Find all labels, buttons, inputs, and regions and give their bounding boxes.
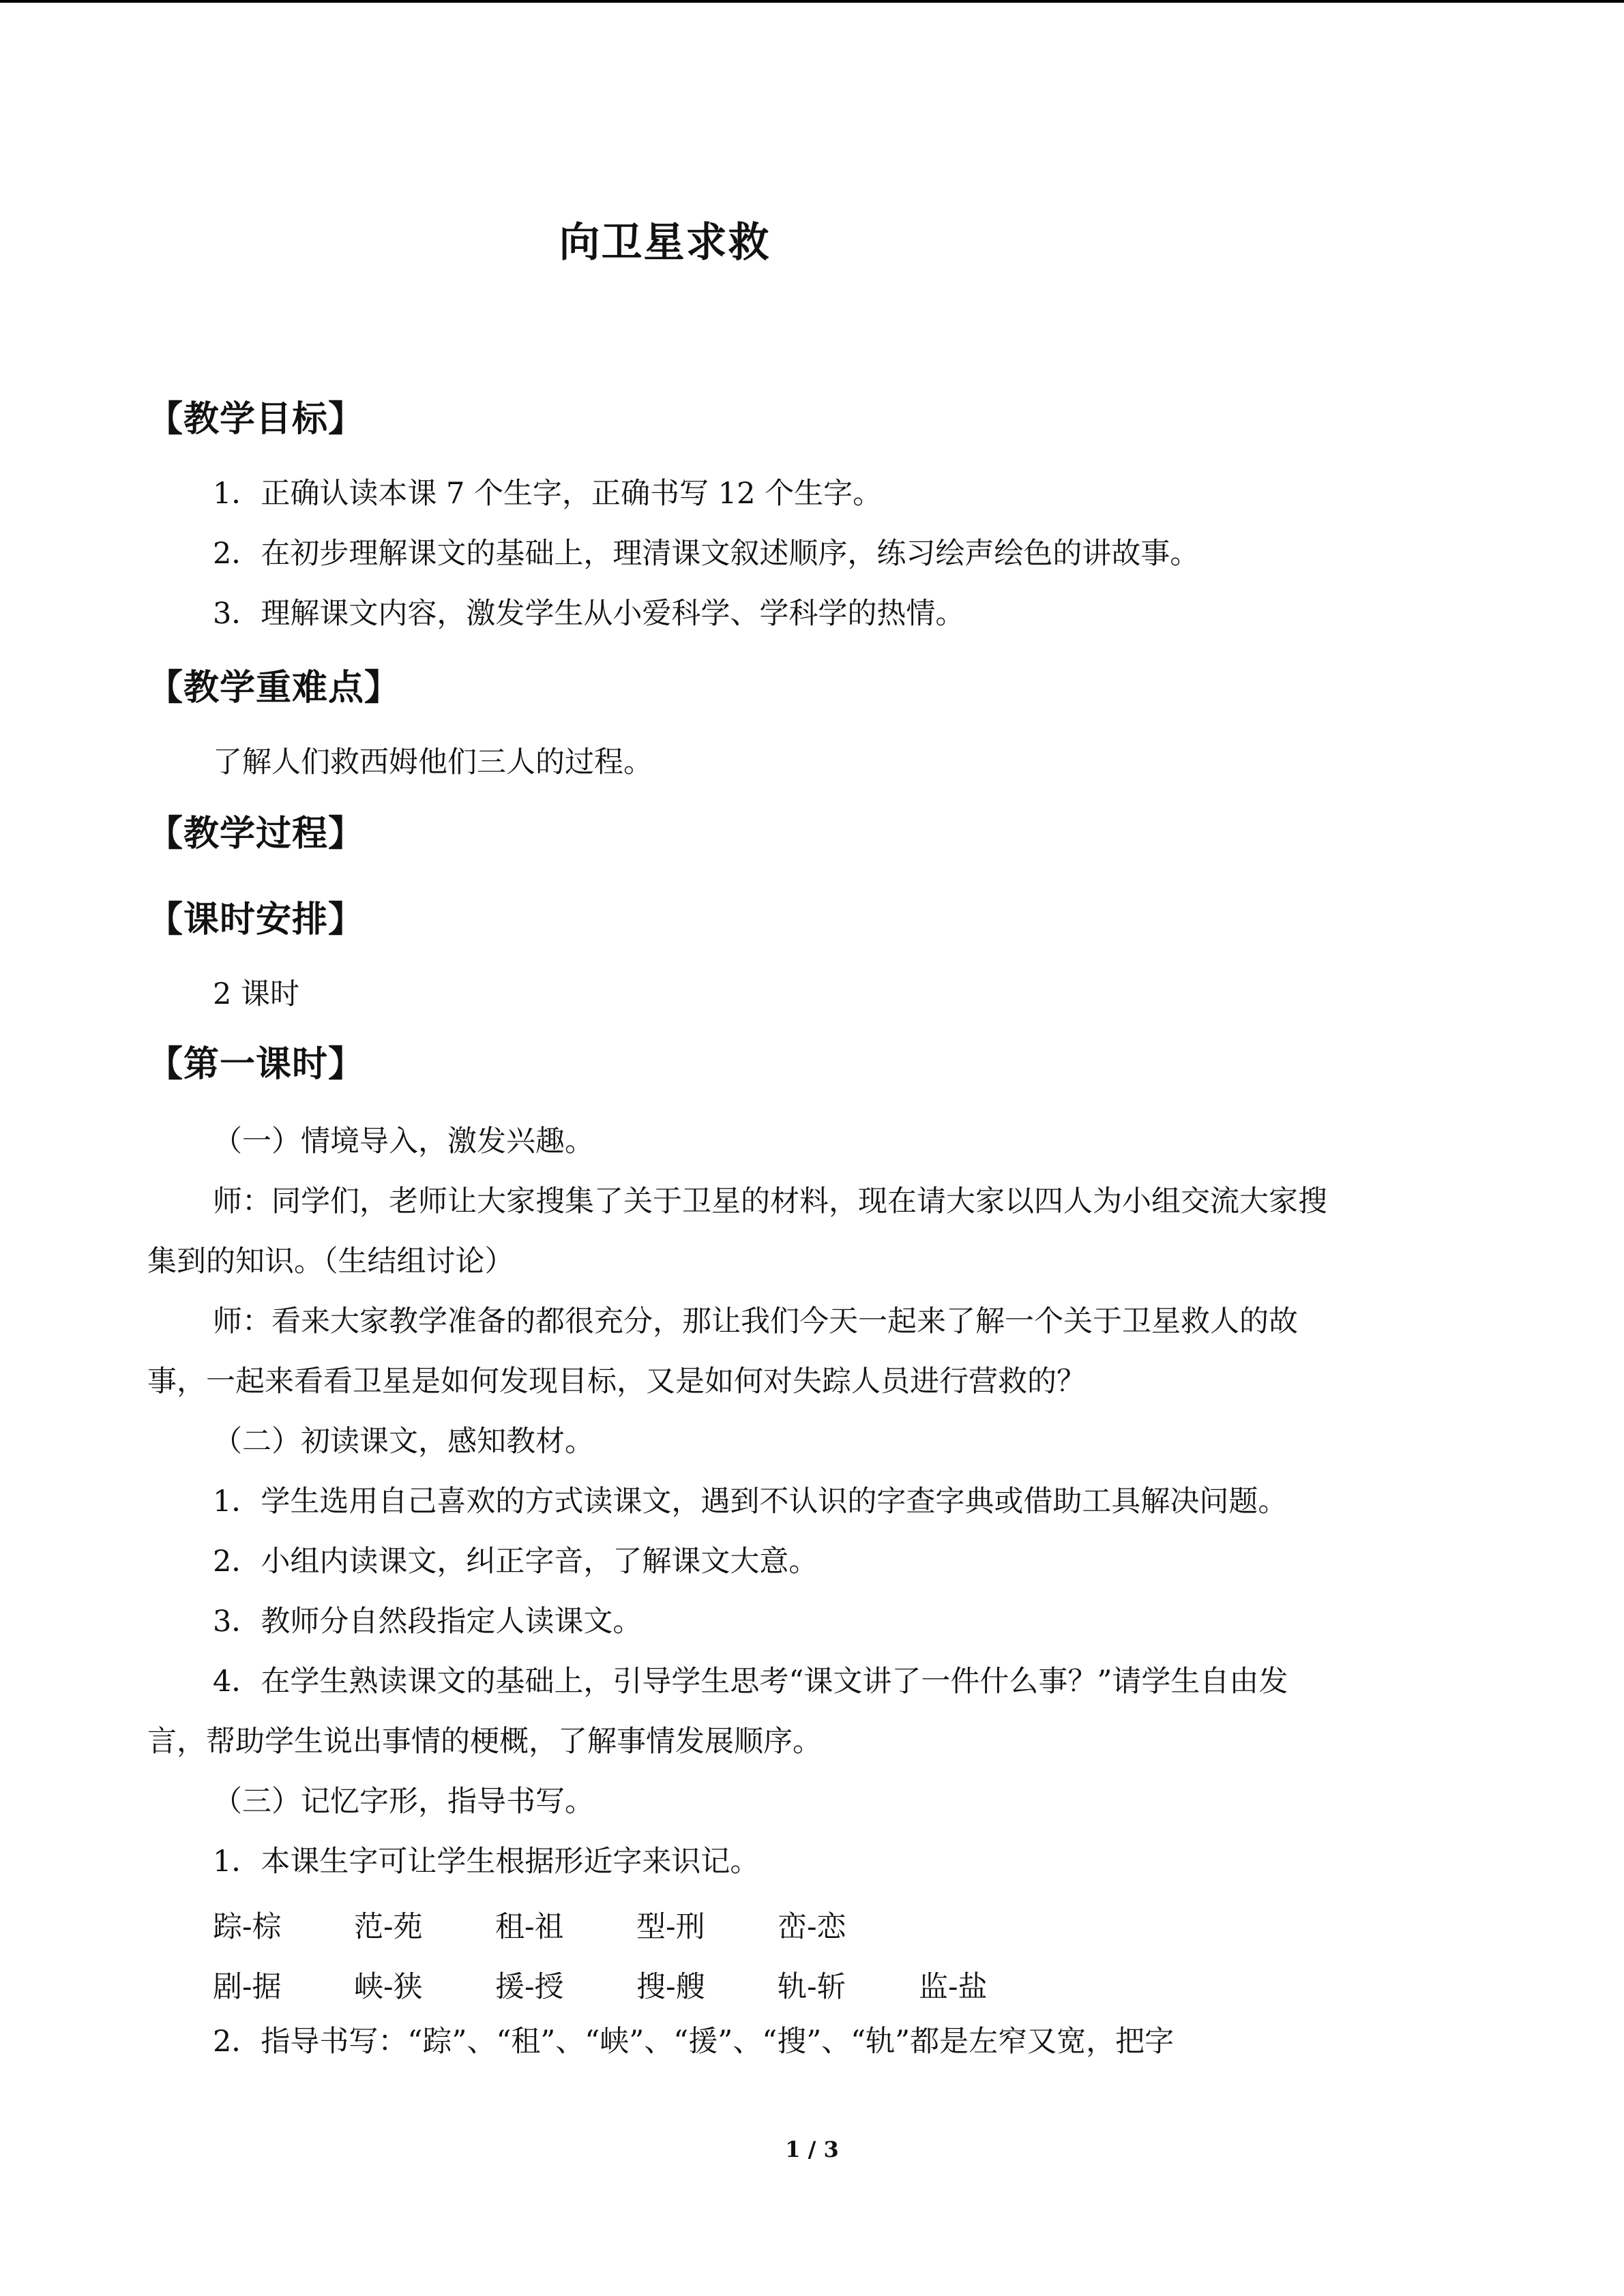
step3-item-2: 2．指导书写：“踪”、“租”、“峡”、“援”、“搜”、“轨”都是左窄又宽，把字 [213, 2025, 1175, 2059]
char-pair: 监-盐 [919, 1970, 988, 2004]
heading-key-points: 【教学重难点】 [147, 668, 401, 709]
lesson1-para2-line2: 事，一起来看看卫星是如何发现目标，又是如何对失踪人员进行营救的？ [147, 1365, 1086, 1399]
objective-item-1: 1．正确认读本课 7 个生字，正确书写 12 个生字。 [213, 477, 883, 511]
heading-process: 【教学过程】 [147, 814, 365, 854]
lesson1-para2-line1: 师：看来大家教学准备的都很充分，那让我们今天一起来了解一个关于卫星救人的故 [213, 1304, 1298, 1339]
heading-objectives: 【教学目标】 [147, 399, 365, 440]
char-pair: 峡-狭 [354, 1970, 423, 2004]
heading-schedule: 【课时安排】 [147, 899, 365, 940]
char-pair: 踪-棕 [213, 1910, 282, 1944]
char-pair: 搜-艘 [636, 1970, 705, 2004]
step2-item-4-line2: 言，帮助学生说出事情的梗概，了解事情发展顺序。 [147, 1725, 822, 1759]
schedule-text: 2 课时 [213, 977, 300, 1011]
key-points-text: 了解人们救西姆他们三人的过程。 [213, 745, 653, 779]
step2-item-4-line1: 4．在学生熟读课文的基础上，引导学生思考“课文讲了一件什么事？”请学生自由发 [213, 1665, 1288, 1699]
objective-item-3: 3．理解课文内容，激发学生从小爱科学、学科学的热情。 [213, 597, 965, 631]
lesson1-step3: （三）记忆字形，指导书写。 [213, 1785, 594, 1819]
char-pair: 轨-斩 [778, 1970, 846, 2004]
document-title: 向卫星求救 [559, 219, 771, 267]
document-page [147, 0, 1477, 2296]
step3-item-1: 1．本课生字可让学生根据形近字来识记。 [213, 1845, 760, 1879]
objective-item-2: 2．在初步理解课文的基础上，理清课文叙述顺序，练习绘声绘色的讲故事。 [213, 537, 1200, 571]
page-number: 1 / 3 [785, 2136, 839, 2162]
lesson1-para1-line2: 集到的知识。（生结组讨论） [147, 1244, 514, 1279]
char-pairs-row-1 [213, 1904, 919, 1945]
lesson1-step1: （一）情境导入，激发兴趣。 [213, 1124, 594, 1159]
char-pair: 援-授 [495, 1970, 564, 2004]
char-pair: 范-苑 [354, 1910, 423, 1944]
step2-item-1: 1．学生选用自己喜欢的方式读课文，遇到不认识的字查字典或借助工具解决问题。 [213, 1485, 1288, 1519]
char-pair: 租-祖 [495, 1910, 564, 1944]
char-pair: 型-刑 [636, 1910, 705, 1944]
step2-item-2: 2．小组内读课文，纠正字音，了解课文大意。 [213, 1545, 818, 1579]
step2-item-3: 3．教师分自然段指定人读课文。 [213, 1605, 643, 1639]
heading-lesson1: 【第一课时】 [147, 1044, 365, 1085]
lesson1-para1-line1: 师：同学们，老师让大家搜集了关于卫星的材料，现在请大家以四人为小组交流大家搜 [213, 1184, 1327, 1219]
char-pair: 剧-据 [213, 1970, 282, 2004]
char-pair: 峦-恋 [778, 1910, 846, 1944]
lesson1-step2: （二）初读课文，感知教材。 [213, 1425, 594, 1459]
char-pairs-row-2 [213, 1964, 1060, 2006]
